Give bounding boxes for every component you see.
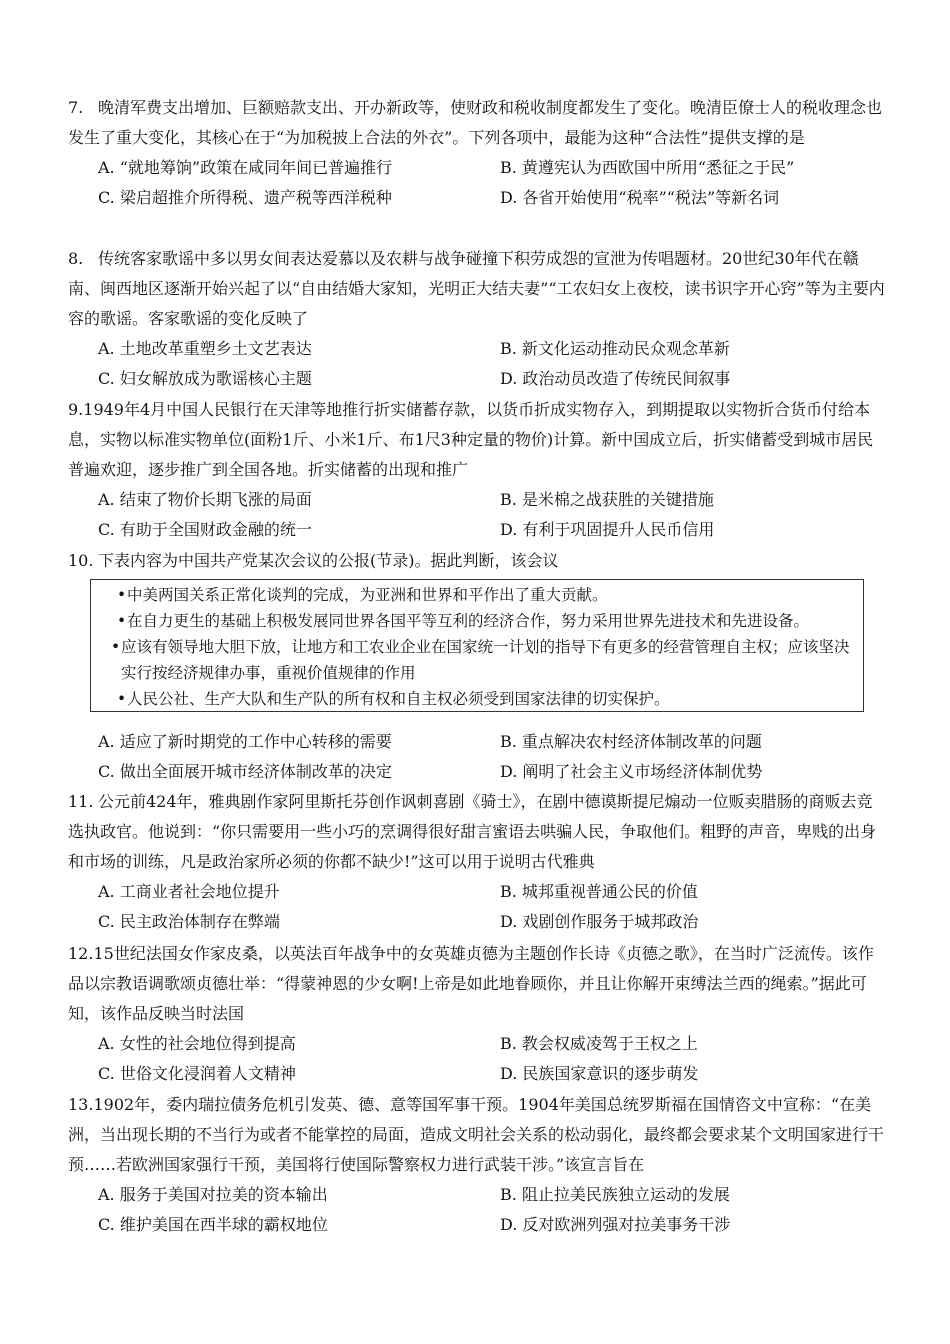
question-9 xyxy=(68,395,888,545)
bullet-icon: • xyxy=(117,612,127,630)
excerpt-item: •应该有领导地大胆下放，让地方和工农业企业在国家统一计划的指导下有更多的经营管理自主权；应该坚决实行按经济规律办事，重视价值规律的作用 xyxy=(101,634,853,686)
options-row xyxy=(68,907,888,937)
option-b: B. 重点解决农村经济体制改革的问题 xyxy=(500,732,762,751)
question-10-options xyxy=(68,727,888,787)
question-number: 12. xyxy=(68,944,94,963)
question-11 xyxy=(68,787,888,937)
options-row xyxy=(68,364,888,394)
question-13 xyxy=(68,1090,888,1240)
communique-excerpt-box xyxy=(90,579,864,712)
option-c: C. 妇女解放成为歌谣核心主题 xyxy=(98,369,312,388)
excerpt-item: •在自力更生的基础上积极发展同世界各国平等互利的经济合作，努力采用世界先进技术和先进设备。 xyxy=(101,608,853,634)
question-number: 13. xyxy=(68,1095,94,1114)
question-number: 10. xyxy=(68,551,94,570)
question-12 xyxy=(68,939,888,1089)
question-7 xyxy=(68,93,888,213)
option-a: A. 女性的社会地位得到提高 xyxy=(98,1034,296,1053)
option-a: A. 服务于美国对拉美的资本输出 xyxy=(98,1185,328,1204)
option-a: A. 工商业者社会地位提升 xyxy=(98,882,280,901)
options-row xyxy=(68,153,888,183)
options-row xyxy=(68,515,888,545)
options-row xyxy=(68,1210,888,1240)
options-row xyxy=(68,1059,888,1089)
options-row xyxy=(68,1029,888,1059)
bullet-icon: • xyxy=(111,638,121,656)
option-d: D. 政治动员改造了传统民间叙事 xyxy=(500,369,731,388)
option-c: C. 民主政治体制存在弊端 xyxy=(98,912,280,931)
question-number: 11. xyxy=(68,792,94,811)
question-stem xyxy=(68,939,888,1029)
option-b: B. 是米棉之战获胜的关键措施 xyxy=(500,490,714,509)
option-c: C. 维护美国在西半球的霸权地位 xyxy=(98,1215,328,1234)
question-number: 8. xyxy=(68,249,84,268)
option-d: D. 有利于巩固提升人民币信用 xyxy=(500,520,715,539)
option-a: A. “就地筹饷”政策在咸同年间已普遍推行 xyxy=(98,158,393,177)
option-a: A. 适应了新时期党的工作中心转移的需要 xyxy=(98,732,392,751)
question-number: 7. xyxy=(68,98,84,117)
option-b: B. 黄遵宪认为西欧国中所用“悉征之于民” xyxy=(500,158,795,177)
question-text: 1902年，委内瑞拉债务危机引发英、德、意等国军事干预。1904年美国总统罗斯福在国情咨文中宣称：“在美洲，当出现长期的不当行为或者不能掌控的局面，造成文明社会关系的松动弱化，最终都会要求某个文明国家进行干预……若欧洲国家强行干预，美国将行使国际警察权力进行武装干涉。”该宣言旨在 xyxy=(68,1095,885,1174)
question-text: 1949年4月中国人民银行在天津等地推行折实储蓄存款，以货币折成实物存入，到期提取以实物折合货币付给本息，实物以标准实物单位(面粉1斤、小米1斤、布1尺3种定量的物价)计算。新中国成立后，折实储蓄受到城市居民普遍欢迎，逐步推广到全国各地。折实储蓄的出现和推广 xyxy=(68,400,874,479)
question-text: 下表内容为中国共产党某次会议的公报(节录)。据此判断，该会议 xyxy=(98,551,559,570)
question-text: 15世纪法国女作家皮桑，以英法百年战争中的女英雄贞德为主题创作长诗《贞德之歌》，在当时广泛流传。该作品以宗教语调歌颂贞德壮举：“得蒙神恩的少女啊!上帝是如此地眷顾你，并且让你解开束缚法兰西的绳索。”据此可知，该作品反映当时法国 xyxy=(68,944,874,1023)
question-stem xyxy=(68,93,888,153)
question-10 xyxy=(68,546,888,576)
excerpt-item: •中美两国关系正常化谈判的完成，为亚洲和世界和平作出了重大贡献。 xyxy=(101,582,853,608)
question-text: 传统客家歌谣中多以男女间表达爱慕以及农耕与战争碰撞下积劳成怨的宣泄为传唱题材。20世纪30年代在赣南、闽西地区逐渐开始兴起了以“自由结婚大家知，光明正大结夫妻”“工农妇女上夜校，读书识字开心窍”等为主要内容的歌谣。客家歌谣的变化反映了 xyxy=(68,249,885,328)
option-b: B. 阻止拉美民族独立运动的发展 xyxy=(500,1185,730,1204)
options-row xyxy=(68,1180,888,1210)
option-d: D. 反对欧洲列强对拉美事务干涉 xyxy=(500,1215,731,1234)
option-d: D. 民族国家意识的逐步萌发 xyxy=(500,1064,699,1083)
options-row xyxy=(68,334,888,364)
option-c: C. 梁启超推介所得税、遗产税等西洋税种 xyxy=(98,188,392,207)
question-stem xyxy=(68,1090,888,1180)
question-stem xyxy=(68,244,888,334)
option-d: D. 各省开始使用“税率”“税法”等新名词 xyxy=(500,188,780,207)
question-8 xyxy=(68,244,888,394)
question-number: 9. xyxy=(68,400,84,419)
option-a: A. 结束了物价长期飞涨的局面 xyxy=(98,490,312,509)
option-b: B. 城邦重视普通公民的价值 xyxy=(500,882,698,901)
bullet-icon: • xyxy=(117,690,127,708)
bullet-icon: • xyxy=(117,586,127,604)
option-c: C. 世俗文化浸润着人文精神 xyxy=(98,1064,296,1083)
option-a: A. 土地改革重塑乡土文艺表达 xyxy=(98,339,312,358)
options-row xyxy=(68,877,888,907)
question-stem xyxy=(68,546,888,576)
options-row xyxy=(68,183,888,213)
excerpt-item: •人民公社、生产大队和生产队的所有权和自主权必须受到国家法律的切实保护。 xyxy=(101,686,853,712)
question-text: 公元前424年，雅典剧作家阿里斯托芬创作讽刺喜剧《骑士》，在剧中德谟斯提尼煽动一位贩卖腊肠的商贩去竞选执政官。他说到：“你只需要用一些小巧的烹调得很好甜言蜜语去哄骗人民，争取他们。粗野的声音，卑贱的出身和市场的训练，凡是政治家所必须的你都不缺少!”这可以用于说明古代雅典 xyxy=(68,792,877,871)
options-row xyxy=(68,727,888,757)
option-d: D. 戏剧创作服务于城邦政治 xyxy=(500,912,699,931)
question-text: 晚清军费支出增加、巨额赔款支出、开办新政等，使财政和税收制度都发生了变化。晚清臣僚士人的税收理念也发生了重大变化，其核心在于“为加税披上合法的外衣”。下列各项中，最能为这种“合法性”提供支撑的是 xyxy=(68,98,883,147)
option-c: C. 有助于全国财政金融的统一 xyxy=(98,520,312,539)
option-b: B. 教会权威凌驾于王权之上 xyxy=(500,1034,698,1053)
options-row xyxy=(68,485,888,515)
option-c: C. 做出全面展开城市经济体制改革的决定 xyxy=(98,762,392,781)
option-d: D. 阐明了社会主义市场经济体制优势 xyxy=(500,762,763,781)
options-row xyxy=(68,757,888,787)
option-b: B. 新文化运动推动民众观念革新 xyxy=(500,339,730,358)
question-stem xyxy=(68,395,888,485)
question-stem xyxy=(68,787,888,877)
